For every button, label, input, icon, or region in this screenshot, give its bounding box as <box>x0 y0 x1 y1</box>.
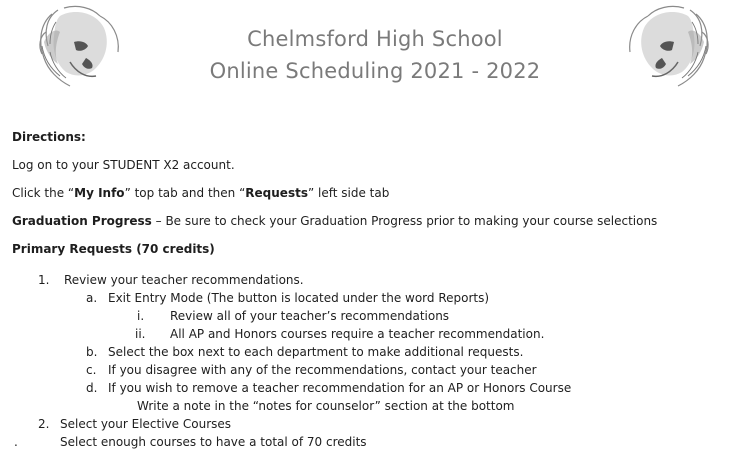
navigation-instruction: Click the “My Info” top tab and then “Requests” left side tab <box>12 186 390 200</box>
list-item-remove-recommendation: If you wish to remove a teacher recommendation for an AP or Honors Course <box>108 381 572 395</box>
list-item-credit-total: Select enough courses to have a total of 70 credits <box>60 435 367 449</box>
list-item-elective-courses: Select your Elective Courses <box>60 417 232 431</box>
requests-label: Requests <box>245 186 308 200</box>
directions-heading: Directions: <box>12 130 86 144</box>
list-item-number: 1. <box>38 273 50 287</box>
list-item-roman: ii. <box>135 327 146 341</box>
graduation-progress-note: Graduation Progress – Be sure to check your Graduation Progress prior to making your course selections <box>12 214 658 228</box>
list-item-ap-honors-requirement: All AP and Honors courses require a teacher recommendation. <box>170 327 545 341</box>
list-item-letter: d. <box>86 381 98 395</box>
list-item-contact-teacher: If you disagree with any of the recommendations, contact your teacher <box>108 363 537 377</box>
list-item-number: 2. <box>38 417 50 431</box>
list-item-letter: b. <box>86 345 98 359</box>
list-item-letter: c. <box>86 363 97 377</box>
list-item-letter: a. <box>86 291 98 305</box>
list-bullet: . <box>14 435 18 449</box>
list-item-roman: i. <box>137 309 145 323</box>
list-item-counselor-note: Write a note in the “notes for counselor” section at the bottom <box>137 399 515 413</box>
list-item-review-recommendations: Review your teacher recommendations. <box>64 273 304 287</box>
list-item-exit-entry-mode: Exit Entry Mode (The button is located under the word Reports) <box>108 291 490 305</box>
list-item-select-department-box: Select the box next to each department to make additional requests. <box>108 345 524 359</box>
my-info-label: My Info <box>74 186 125 200</box>
list-item-review-all: Review all of your teacher’s recommendations <box>170 309 450 323</box>
scheduling-subtitle: Online Scheduling 2021 - 2022 <box>209 59 541 83</box>
lion-head-icon <box>30 2 130 92</box>
login-instruction: Log on to your STUDENT X2 account. <box>12 158 235 172</box>
lion-head-icon <box>618 2 718 92</box>
school-title: Chelmsford High School <box>247 27 503 51</box>
primary-requests-heading: Primary Requests (70 credits) <box>12 242 215 256</box>
